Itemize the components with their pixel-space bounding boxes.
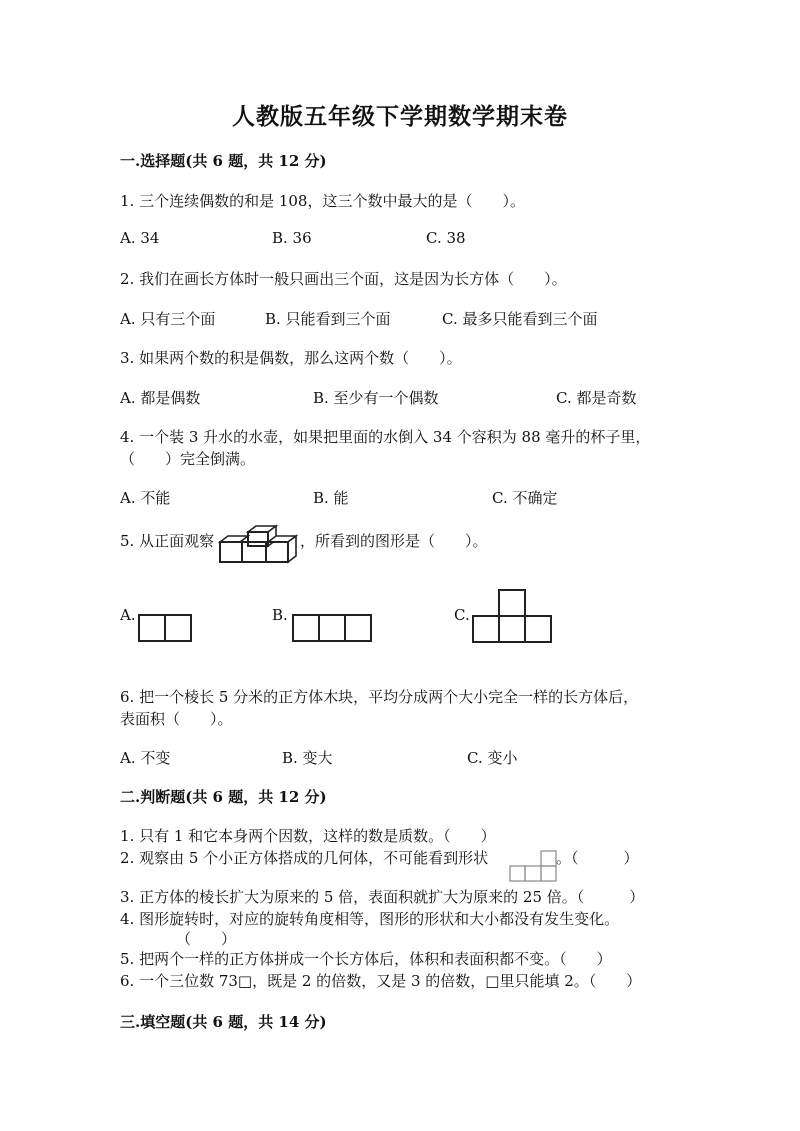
cube-stack-figure: [218, 524, 298, 568]
judge-1: 1. 只有 1 和它本身两个因数，这样的数是质数。（ ）: [120, 827, 496, 845]
judge-5: 5. 把两个一样的正方体拼成一个长方体后，体积和表面积都不变。（ ）: [120, 950, 612, 968]
question-4-stem-line1: 4. 一个装 3 升水的水壶，如果把里面的水倒入 34 个容积为 88 毫升的杯子里，: [120, 428, 651, 446]
question-6-option-c: C. 变小: [467, 749, 518, 767]
judge-4-line2: （ ）: [176, 930, 237, 948]
question-6-stem-line1: 6. 把一个棱长 5 分米的正方体木块，平均分成两个大小完全一样的长方体后，: [120, 688, 639, 706]
section-heading-judge: 二.判断题(共 6 题，共 12 分): [120, 788, 327, 806]
judge-2-shape-figure: [509, 850, 557, 882]
question-4-option-a: A. 不能: [120, 489, 171, 507]
question-6-option-b: B. 变大: [282, 749, 333, 767]
question-5-option-a-label: A.: [120, 606, 136, 624]
question-6-stem-line2: 表面积（ ）。: [120, 710, 233, 728]
question-2-stem: 2. 我们在画长方体时一般只画出三个面，这是因为长方体（ ）。: [120, 270, 567, 288]
question-3-option-b: B. 至少有一个偶数: [313, 389, 439, 407]
option-b-three-squares-figure: [292, 614, 372, 642]
question-1-stem: 1. 三个连续偶数的和是 108，这三个数中最大的是（ ）。: [120, 192, 525, 210]
question-3-option-a: A. 都是偶数: [120, 389, 201, 407]
question-3-stem: 3. 如果两个数的积是偶数，那么这两个数（ ）。: [120, 349, 462, 367]
question-4-stem-line2: （ ）完全倒满。: [120, 450, 256, 468]
question-4-option-c: C. 不确定: [492, 489, 558, 507]
question-4-option-b: B. 能: [313, 489, 349, 507]
option-a-two-squares-figure: [138, 614, 192, 642]
question-1-option-b: B. 36: [272, 229, 312, 247]
judge-4-line1: 4. 图形旋转时，对应的旋转角度相等，图形的形状和大小都没有发生变化。: [120, 910, 620, 928]
question-1-option-c: C. 38: [426, 229, 466, 247]
question-3-option-c: C. 都是奇数: [556, 389, 637, 407]
judge-6: 6. 一个三位数 73□，既是 2 的倍数，又是 3 的倍数，□里只能填 2。（ ）: [120, 972, 642, 990]
question-2-option-c: C. 最多只能看到三个面: [442, 310, 598, 328]
section-heading-choice: 一.选择题(共 6 题，共 12 分): [120, 152, 327, 170]
question-2-option-a: A. 只有三个面: [120, 310, 216, 328]
question-2-option-b: B. 只能看到三个面: [265, 310, 391, 328]
judge-2-end: 。（ ）: [556, 849, 639, 867]
judge-2-start: 2. 观察由 5 个小正方体搭成的几何体，不可能看到形状: [120, 849, 489, 867]
page-title: 人教版五年级下学期数学期末卷: [232, 103, 568, 130]
question-1-option-a: A. 34: [120, 229, 160, 247]
question-5-option-b-label: B.: [272, 606, 288, 624]
question-5-stem-end: ，所看到的图形是（ ）。: [300, 532, 488, 550]
section-heading-fill: 三.填空题(共 6 题，共 14 分): [120, 1013, 327, 1031]
option-c-stepped-squares-figure: [472, 589, 552, 643]
question-5-option-c-label: C.: [454, 606, 470, 624]
question-6-option-a: A. 不变: [120, 749, 171, 767]
judge-3: 3. 正方体的棱长扩大为原来的 5 倍，表面积就扩大为原来的 25 倍。（ ）: [120, 888, 645, 906]
question-5-stem-start: 5. 从正面观察: [120, 532, 215, 550]
